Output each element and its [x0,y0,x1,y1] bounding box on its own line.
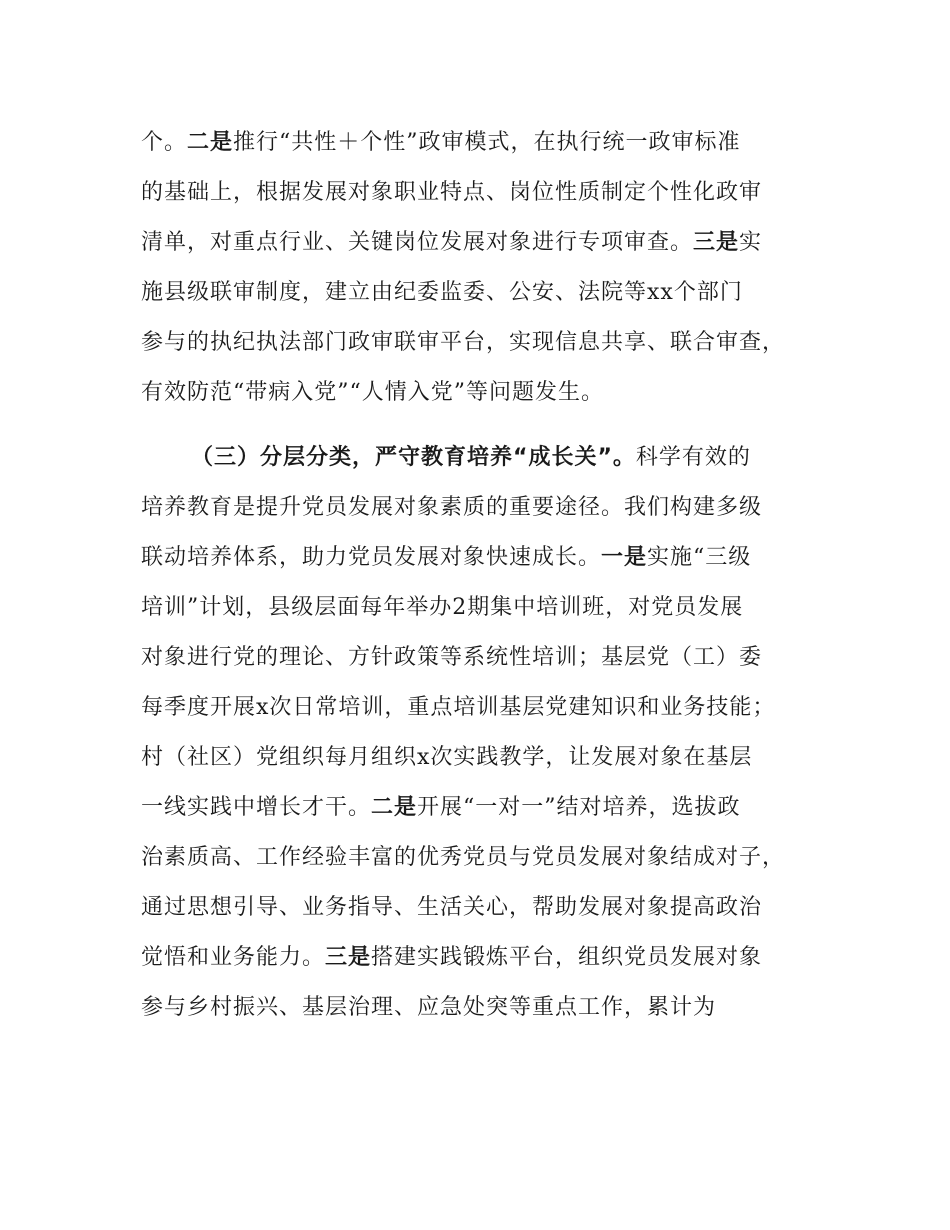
text-run: 开展“一对一”结对培养，选拔政 [417,795,741,820]
text-run: 搭建实践锻炼平台，组织党员发展对象 [371,945,763,970]
text-run: 参与乡村振兴、基层治理、应急处突等重点工作，累计为 [141,995,717,1020]
paragraph-vetting [141,118,821,418]
text-line [141,118,821,168]
text-run: 推行“共性＋个性”政审模式，在执行统一政审标准 [233,130,741,155]
text-run: 实施“三级 [647,545,752,570]
text-run: 每季度开展x次日常培训，重点培训基层党建知识和业务技能； [141,695,776,720]
text-run: 联动培养体系，助力党员发展对象快速成长。 [141,545,602,570]
text-run-bold: 三是 [325,945,372,970]
text-run: 实 [739,230,763,255]
text-line [141,683,821,733]
text-line [141,218,821,268]
text-run: 的基础上，根据发展对象职业特点、岗位性质制定个性化政审 [141,180,763,205]
text-line [141,368,821,418]
text-run: 一线实践中增长才干。 [141,795,372,820]
section-heading-line [141,433,821,483]
text-run: 有效防范“带病入党”“人情入党”等问题发生。 [141,380,604,405]
paragraph-education-training [141,433,821,1033]
text-line [141,933,821,983]
text-run: 觉悟和业务能力。 [141,945,326,970]
text-line [141,883,821,933]
text-line [141,833,821,883]
text-run: 村（社区）党组织每月组织x次实践教学，让发展对象在基层 [141,745,753,770]
text-run-bold: 二是 [187,130,234,155]
text-run: 培养教育是提升党员发展对象素质的重要途径。我们构建多级 [141,495,763,520]
text-line [141,783,821,833]
text-line [141,318,821,368]
text-run-bold: 三是 [693,230,740,255]
text-run: 清单，对重点行业、关键岗位发展对象进行专项审查。 [141,230,694,255]
text-line [141,268,821,318]
text-run: 通过思想引导、业务指导、生活关心，帮助发展对象提高政治 [141,895,763,920]
text-run-bold: 二是 [371,795,418,820]
section-heading: （三）分层分类，严守教育培养“成长关”。 [191,445,636,470]
text-run: 施县级联审制度，建立由纪委监委、公安、法院等xx个部门 [141,280,743,305]
text-run-bold: 一是 [601,545,648,570]
text-line [141,168,821,218]
text-run: 治素质高、工作经验丰富的优秀党员与党员发展对象结成对子， [141,845,786,870]
text-run: 培训”计划，县级层面每年举办2期集中培训班，对党员发展 [141,595,744,620]
text-line [141,483,821,533]
text-line [141,983,821,1033]
text-line [141,633,821,683]
text-run: 对象进行党的理论、方针政策等系统性培训；基层党（工）委 [141,645,763,670]
text-run: 科学有效的 [635,445,751,470]
text-line [141,533,821,583]
text-line [141,583,821,633]
text-run: 个。 [141,130,188,155]
text-run: 参与的执纪执法部门政审联审平台，实现信息共享、联合审查， [141,330,786,355]
text-line [141,733,821,783]
